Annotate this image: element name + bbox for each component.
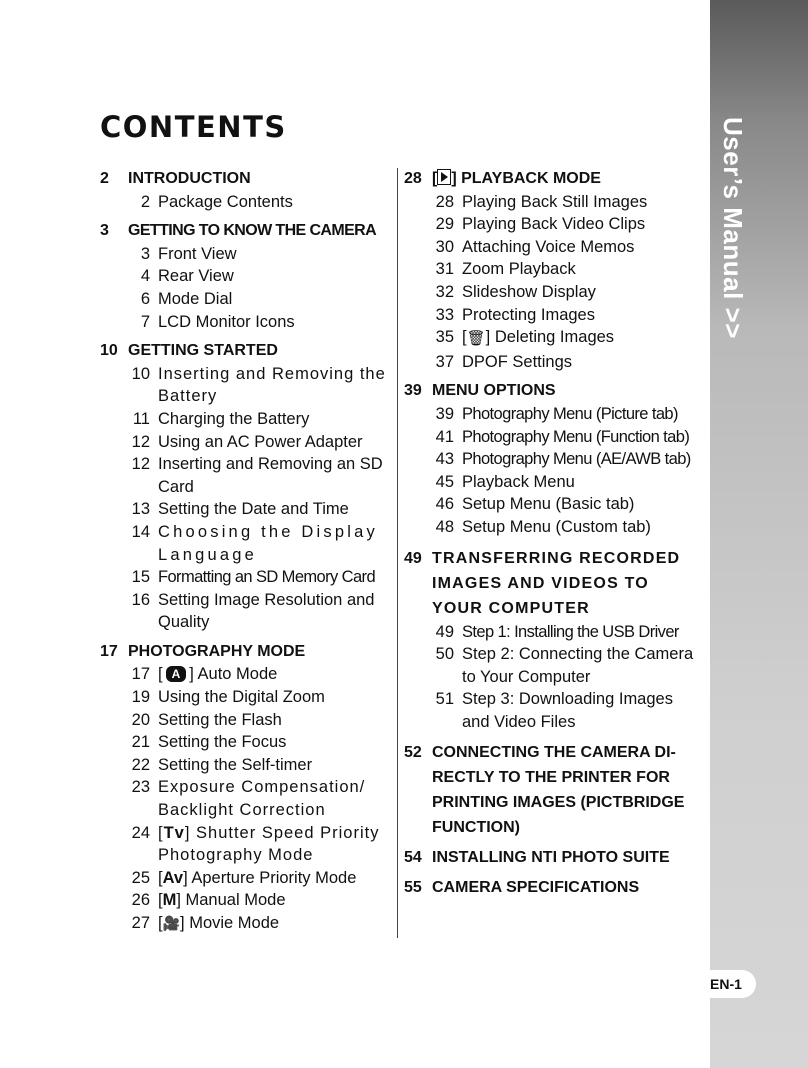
toc-entry[interactable]: 45 Playback Menu — [435, 472, 575, 491]
toc-entry[interactable]: 4 Rear View — [140, 267, 234, 286]
toc-entry[interactable]: 29 Playing Back Video Clips — [435, 215, 646, 234]
toc-section[interactable]: 55 CAMERA SPECIFICATIONS — [404, 879, 640, 897]
column-divider — [397, 168, 398, 938]
page-title: CONTENTS — [100, 110, 287, 144]
toc-entry[interactable]: 31 Zoom Playback — [435, 260, 576, 279]
toc-section[interactable]: 28 [ ] PLAYBACK MODE — [404, 170, 601, 187]
toc-entry[interactable]: 43 Photography Menu (AE/AWB tab) — [435, 450, 691, 469]
toc-entry[interactable]: 10 Inserting and Removing the Battery — [131, 364, 386, 406]
toc-entry[interactable]: 41 Photography Menu (Function tab) — [435, 427, 690, 446]
toc-entry[interactable]: 16 Setting Image Resolution and Quality — [131, 590, 375, 632]
toc-entry[interactable]: 7 LCD Monitor Icons — [140, 312, 295, 331]
playback-icon — [437, 169, 451, 185]
toc-section[interactable]: 52 CONNECTING THE CAMERA DI-RECTLY TO THE PRINTER FOR PRINTING IMAGES (PICTBRIDGE FUNCTION) — [404, 744, 685, 837]
toc-entry[interactable]: 51 Step 3: Downloading Images and Video Files — [435, 690, 673, 731]
toc-section[interactable]: 17 PHOTOGRAPHY MODE — [100, 642, 306, 660]
toc-entry[interactable]: 33 Protecting Images — [435, 305, 595, 324]
toc-entry[interactable]: 11 Charging the Battery — [132, 409, 310, 428]
toc-section[interactable]: 54 INSTALLING NTI PHOTO SUITE — [404, 849, 670, 867]
toc-right-column — [404, 168, 698, 900]
toc-entry[interactable]: 39 Photography Menu (Picture tab) — [435, 404, 678, 423]
toc-entry[interactable]: 50 Step 2: Connecting the Camera to Your Computer — [435, 645, 694, 686]
page-number-badge: EN-1 — [704, 970, 756, 998]
toc-entry[interactable]: 22 Setting the Self-timer — [131, 755, 313, 774]
toc-entry[interactable]: 46 Setup Menu (Basic tab) — [435, 495, 635, 514]
toc-entry[interactable]: 12 Using an AC Power Adapter — [131, 432, 363, 451]
toc-entry[interactable]: 27 [🎥] Movie Mode — [100, 912, 390, 935]
toc-entry[interactable]: 6 Mode Dial — [140, 289, 233, 308]
toc-entry[interactable]: 26 [M] Manual Mode — [131, 891, 286, 910]
trash-icon: 🗑 — [466, 330, 486, 348]
toc-entry[interactable]: 3 Front View — [140, 244, 237, 263]
toc-entry[interactable]: 13 Setting the Date and Time — [131, 500, 349, 519]
toc-left-column — [100, 168, 390, 935]
toc-section[interactable]: 10 GETTING STARTED — [100, 342, 278, 360]
aperture-priority-glyph: Av — [162, 868, 184, 887]
shutter-priority-glyph: Tv — [163, 823, 185, 842]
toc-section[interactable]: 39 MENU OPTIONS — [404, 382, 556, 400]
toc-section[interactable]: 2 INTRODUCTION — [100, 170, 251, 187]
users-manual-tab-label: User’s Manual >> — [718, 117, 748, 339]
toc-entry[interactable]: 19 Using the Digital Zoom — [131, 688, 325, 707]
toc-entry[interactable]: 30 Attaching Voice Memos — [435, 237, 635, 256]
toc-section[interactable]: 49 TRANSFERRING RECORDED IMAGES AND VIDEOS TO YOUR COMPUTER — [404, 549, 681, 617]
toc-entry[interactable]: 48 Setup Menu (Custom tab) — [435, 517, 651, 536]
toc-section[interactable]: 3 GETTING TO KNOW THE CAMERA — [100, 222, 377, 240]
toc-entry[interactable]: 49 Step 1: Installing the USB Driver — [435, 622, 679, 641]
toc-entry[interactable]: 35 [🗑] Deleting Images — [404, 326, 698, 351]
toc-entry[interactable]: 2 Package Contents — [140, 192, 293, 211]
toc-entry[interactable]: 15 Formatting an SD Memory Card — [131, 568, 376, 587]
toc-entry[interactable]: 28 Playing Back Still Images — [435, 192, 648, 211]
manual-mode-glyph: M — [162, 891, 177, 910]
toc-entry[interactable]: 14 Choosing the Display Language — [131, 522, 378, 564]
auto-mode-icon: A — [166, 666, 187, 682]
toc-entry[interactable]: 17 [ A ] Auto Mode — [131, 665, 278, 684]
toc-entry[interactable]: 12 Inserting and Removing an SD Card — [131, 455, 383, 496]
toc-entry[interactable]: 32 Slideshow Display — [435, 282, 596, 301]
toc-entry[interactable]: 37 DPOF Settings — [435, 352, 573, 371]
toc-entry[interactable]: 23 Exposure Compensation/ Backlight Correction — [131, 778, 366, 820]
toc-entry[interactable]: 24 [Tv] Shutter Speed Priority Photography Mode — [131, 823, 380, 865]
movie-camera-icon: 🎥 — [162, 915, 181, 931]
toc-entry[interactable]: 25 [Av] Aperture Priority Mode — [131, 868, 357, 887]
toc-entry[interactable]: 20 Setting the Flash — [131, 710, 282, 729]
toc-entry[interactable]: 21 Setting the Focus — [131, 733, 287, 752]
